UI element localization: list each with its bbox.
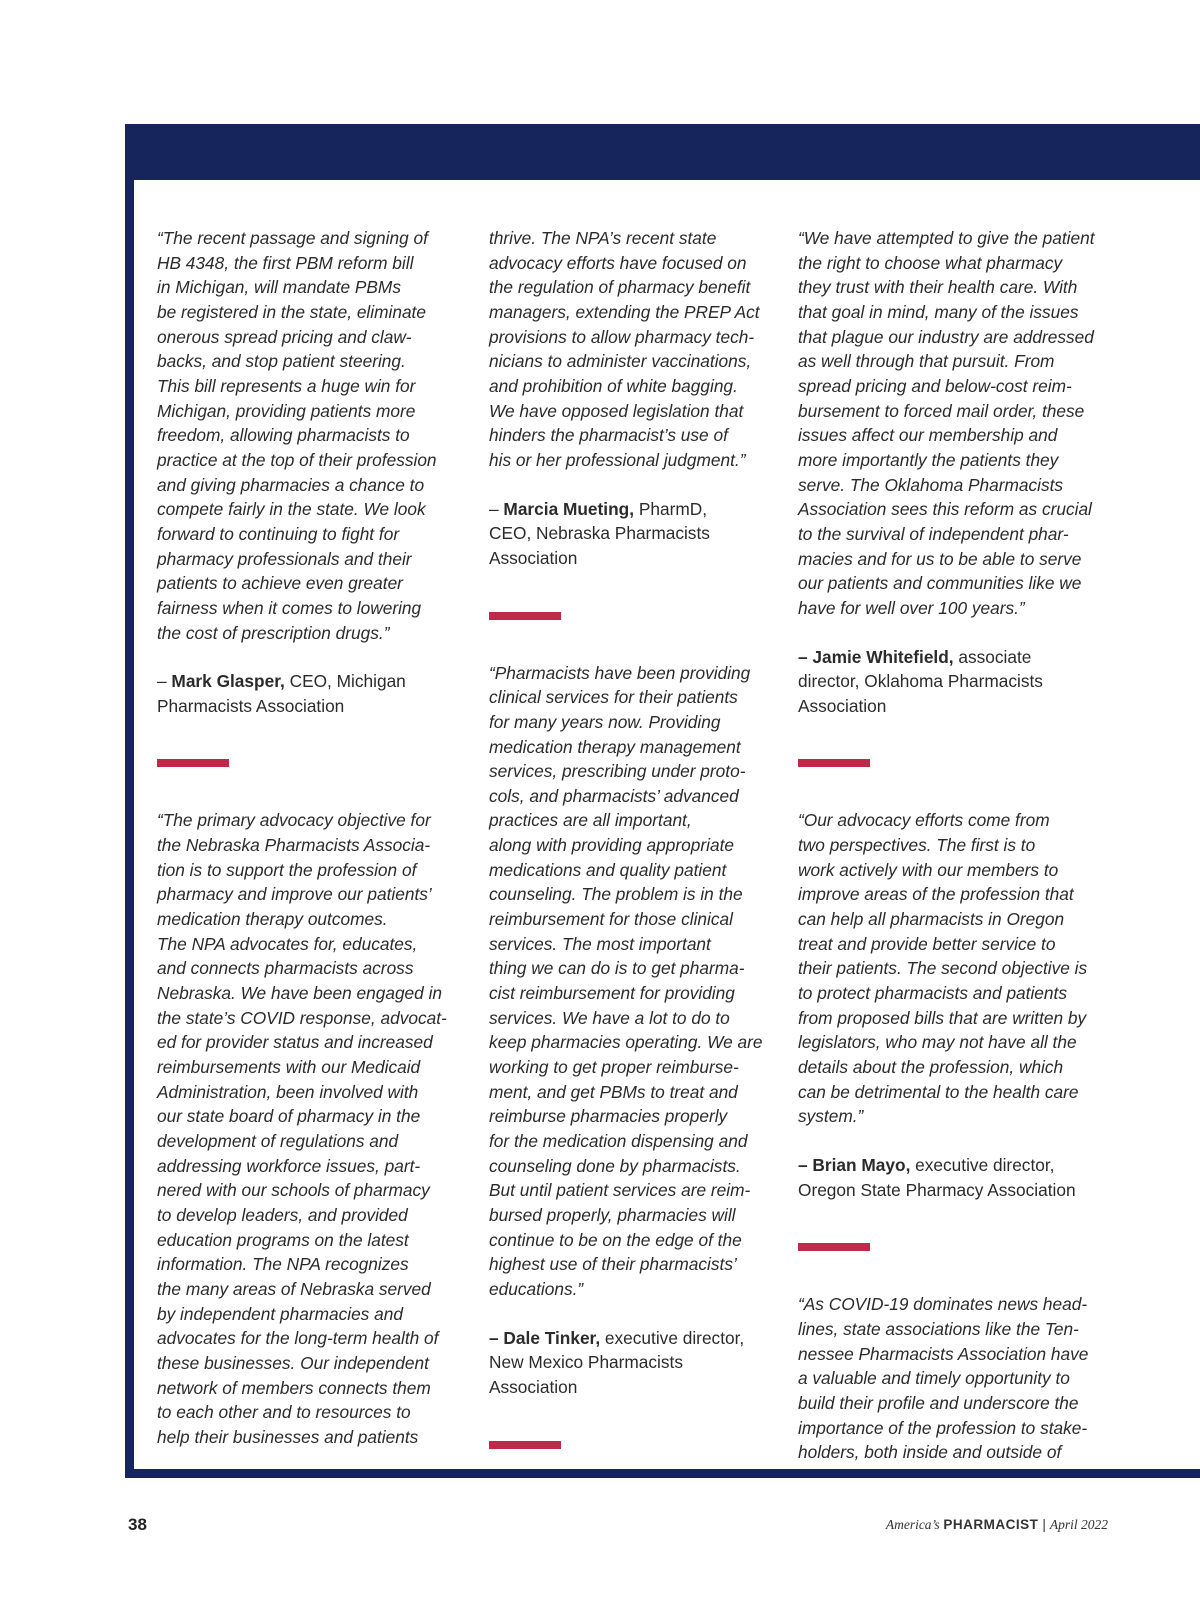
footer-separator: |	[1042, 1517, 1046, 1532]
quote-nebraska-npa: “The primary advocacy objective for the Nebraska Pharmacists Associa- tion is to support the profession of pharmacy and improve our patients’ medication therapy outcomes. The NPA advocates for, educates, and connects pharmacists across Nebraska. We have been engaged in the state’s COVID response, advocat- ed for provider status and increased reimbursements with our Medicaid Administration, been involved with our state board of pharmacy in the development of regulations and addressing workforce issues, part- nered with our schools of pharmacy to develop leaders, and provided education programs on the latest information. The NPA recognizes the many areas of Nebraska served by independent pharmacies and advocates for the long-term health of these businesses. Our independent network of members connects them to each other and to resources to help their businesses and patients	[157, 810, 447, 1447]
attribution-dash: –	[157, 671, 172, 692]
attribution-name: Marcia Mueting,	[503, 498, 635, 519]
footer-masthead	[886, 1517, 1108, 1533]
section-divider	[489, 1441, 561, 1449]
attribution-role: CEO, Michigan Pharmacists Association	[157, 671, 406, 716]
attribution-brian-mayo	[798, 1153, 1110, 1202]
attribution-role: associate director, Oklahoma Pharmacists Association	[798, 646, 1043, 716]
attribution-dash: –	[798, 646, 813, 667]
attribution-dale-tinker	[489, 1326, 779, 1400]
header-band	[125, 124, 1200, 180]
quote-oklahoma: “We have attempted to give the patient the right to choose what pharmacy they trust with their health care. With that goal in mind, many of the issues that plague our industry are addressed as well through that pursuit. From spread pricing and below-cost reim- bursement to forced mail order, these issues affect our membership and more importantly the patients they serve. The Oklahoma Pharmacists Association sees this reform as crucial to the survival of independent phar- macies and for us to be able to serve our patients and communities like we have for well over 100 years.”	[798, 228, 1095, 618]
page-number: 38	[128, 1515, 147, 1534]
column-2	[489, 226, 779, 1490]
quote-nebraska-continued: thrive. The NPA’s recent state advocacy efforts have focused on the regulation of pharmacy benefit managers, extending the PREP Act provisions to allow pharmacy tech- nicians to administer vaccinations, and prohibition of white bagging. We have opposed legislation that hinders the pharmacist’s use of his or her professional judgment.”	[489, 228, 760, 470]
attribution-name: Jamie Whitefield,	[812, 646, 954, 667]
attribution-dash: –	[798, 1155, 813, 1175]
quote-tennessee: “As COVID-19 dominates news head- lines, state associations like the Ten- nessee Pharmacists Association have a valuable and timely opportunity to build their profile and underscore the importance of the profession to stake- holders, both inside and outside of	[798, 1294, 1089, 1463]
attribution-name: Dale Tinker,	[503, 1327, 601, 1348]
quote-michigan: “The recent passage and signing of HB 4348, the first PBM reform bill in Michigan, will mandate PBMs be registered in the state, eliminate onerous spread pricing and claw- backs, and stop patient steering. This bill represents a huge win for Michigan, providing patients more freedom, allowing pharmacists to practice at the top of their profession and giving pharmacies a chance to compete fairly in the state. We look forward to continuing to fight for pharmacy professionals and their patients to achieve even greater fairness when it comes to lowering the cost of prescription drugs.”	[157, 228, 437, 643]
attribution-marcia-mueting	[489, 497, 779, 571]
attribution-role: executive director, New Mexico Pharmacists Association	[489, 1327, 745, 1397]
section-divider	[798, 1243, 870, 1251]
attribution-jamie-whitefield	[798, 645, 1110, 719]
column-3	[798, 226, 1110, 1465]
attribution-name: Mark Glasper,	[171, 671, 285, 692]
issue-date: April 2022	[1049, 1517, 1108, 1532]
section-divider	[157, 759, 229, 767]
attribution-role: PharmD, CEO, Nebraska Pharmacists Association	[489, 498, 710, 568]
section-divider	[489, 612, 561, 620]
attribution-role: executive director, Oregon State Pharmacy Association	[798, 1155, 1076, 1200]
column-1	[157, 226, 462, 1450]
attribution-mark-glasper	[157, 669, 462, 718]
quote-oregon: “Our advocacy efforts come from two perspectives. The first is to work actively with our members to improve areas of the profession that can help all pharmacists in Oregon treat and provide better service to their patients. The second objective is to protect pharmacists and patients from proposed bills that are written by legislators, who may not have all the details about the profession, which can be detrimental to the health care system.”	[798, 810, 1088, 1127]
frame-left-border	[125, 124, 134, 1477]
section-divider	[798, 759, 870, 767]
quote-new-mexico: “Pharmacists have been providing clinical services for their patients for many years now. Providing medication therapy management services, prescribing under proto- cols, and pharmacists’ advanced practices are all important, along with providing appropriate medications and quality patient counseling. The problem is in the reimbursement for those clinical services. The most important thing we can do is to get pharma- cist reimbursement for providing services. We have a lot to do to keep pharmacies operating. We are working to get proper reimburse- ment, and get PBMs to treat and reimburse pharmacies properly for the medication dispensing and counseling done by pharmacists. But until patient services are reim- bursed properly, pharmacies will continue to be on the edge of the highest use of their pharmacists’ educations.”	[489, 662, 763, 1299]
magazine-prefix: America’s	[885, 1517, 940, 1532]
attribution-dash: –	[489, 498, 504, 519]
attribution-name: Brian Mayo,	[812, 1155, 911, 1175]
attribution-dash: –	[489, 1327, 504, 1348]
magazine-brand: PHARMACIST	[943, 1517, 1039, 1532]
